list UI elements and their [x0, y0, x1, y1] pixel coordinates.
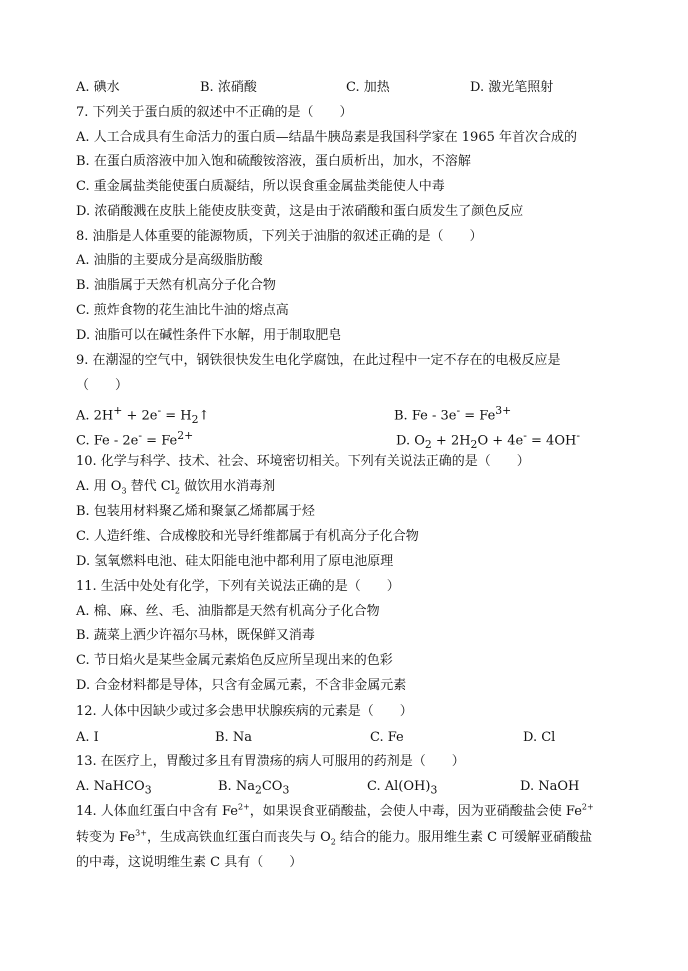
q11-option-d: D. 合金材料都是导体，只含有金属元素，不含非金属元素: [76, 678, 407, 693]
q8-option-d: D. 油脂可以在碱性条件下水解，用于制取肥皂: [76, 328, 342, 343]
q7-option-c: C. 重金属盐类能使蛋白质凝结，所以误食重金属盐类能使人中毒: [76, 179, 445, 194]
q10-stem: 10. 化学与科学、技术、社会、环境密切相关。下列有关说法正确的是（ ）: [76, 454, 530, 469]
q9-option-d: D. $O_2 + 2H_2O + 4e^- = 4OH^-$: [396, 429, 580, 451]
q11-option-a: A. 棉、麻、丝、毛、油脂都是天然有机高分子化合物: [76, 604, 380, 619]
q9-answer-paren: （ ）: [76, 378, 129, 393]
q6-option-b: B. 浓硝酸: [200, 80, 257, 95]
q9-stem: 9. 在潮湿的空气中，钢铁很快发生电化学腐蚀，在此过程中一定不存在的电极反应是: [76, 353, 561, 368]
q7-option-b: B. 在蛋白质溶液中加入饱和硫酸铵溶液，蛋白质析出，加水，不溶解: [76, 154, 471, 169]
q11-stem: 11. 生活中处处有化学，下列有关说法正确的是（ ）: [76, 579, 400, 594]
q13-option-c: C. $Al(OH)_3$: [367, 779, 438, 797]
q10-option-c: C. 人造纤维、合成橡胶和光导纤维都属于有机高分子化合物: [76, 529, 419, 544]
q14-stem-line3: 的中毒，这说明维生素 C 具有（ ）: [76, 855, 303, 870]
q13-option-a: A. NaHCO$_3$: [76, 779, 152, 797]
q6-option-a: A. 碘水: [76, 80, 120, 95]
q12-option-d: D. Cl: [523, 730, 556, 745]
q6-option-c: C. 加热: [346, 80, 390, 95]
q12-option-a: A. I: [76, 730, 99, 745]
q12-stem: 12. 人体中因缺少或过多会患甲状腺疾病的元素是（ ）: [76, 704, 413, 719]
q8-option-c: C. 煎炸食物的花生油比牛油的熔点高: [76, 303, 289, 318]
q7-option-a: A. 人工合成具有生命活力的蛋白质—结晶牛胰岛素是我国科学家在 1965 年首次合成的: [76, 130, 578, 145]
q9-option-a: A. $2H^+ + 2e^- = H_2↑$: [76, 404, 210, 426]
q12-option-c: C. Fe: [370, 730, 404, 745]
q7-option-d: D. 浓硝酸溅在皮肤上能使皮肤变黄，这是由于浓硝酸和蛋白质发生了颜色反应: [76, 204, 524, 219]
q13-stem: 13. 在医疗上，胃酸过多且有胃溃疡的病人可服用的药剂是（ ）: [76, 754, 465, 769]
q11-option-c: C. 节日焰火是某些金属元素焰色反应所呈现出来的色彩: [76, 653, 393, 668]
q7-stem: 7. 下列关于蛋白质的叙述中不正确的是（ ）: [76, 105, 353, 120]
q8-option-b: B. 油脂属于天然有机高分子化合物: [76, 278, 276, 293]
q11-option-b: B. 蔬菜上洒少许福尔马林，既保鲜又消毒: [76, 628, 315, 643]
q9-option-b: B. $Fe - 3e^- = Fe^{3+}$: [394, 404, 512, 424]
q9-option-c: C. $Fe - 2e^- = Fe^{2+}$: [76, 429, 194, 449]
q10-option-d: D. 氢氧燃料电池、硅太阳能电池中都利用了原电池原理: [76, 554, 394, 569]
q13-option-b: B. $Na_2CO_3$: [218, 779, 290, 797]
q14-stem-line1: 14. 人体血红蛋白中含有 $Fe^{2+}$，如果误食亚硝酸盐，会使人中毒，因为亚硝酸盐会使 $Fe^{2+}$: [76, 802, 594, 819]
q10-option-b: B. 包装用材料聚乙烯和聚氯乙烯都属于烃: [76, 504, 315, 519]
q8-stem: 8. 油脂是人体重要的能源物质，下列关于油脂的叙述正确的是（ ）: [76, 229, 483, 244]
q14-stem-line2: 转变为 $Fe^{3+}$，生成高铁血红蛋白而丧失与 $O_2$ 结合的能力。服用维生素 C 可缓解亚硝酸盐: [76, 828, 593, 847]
q6-option-d: D. 激光笔照射: [470, 80, 554, 95]
q12-option-b: B. Na: [215, 730, 252, 745]
q13-option-d: D. NaOH: [520, 779, 580, 794]
q10-option-a: A. 用 $O_3$ 替代 $Cl_2$ 做饮用水消毒剂: [76, 479, 276, 496]
q8-option-a: A. 油脂的主要成分是高级脂肪酸: [76, 253, 263, 268]
